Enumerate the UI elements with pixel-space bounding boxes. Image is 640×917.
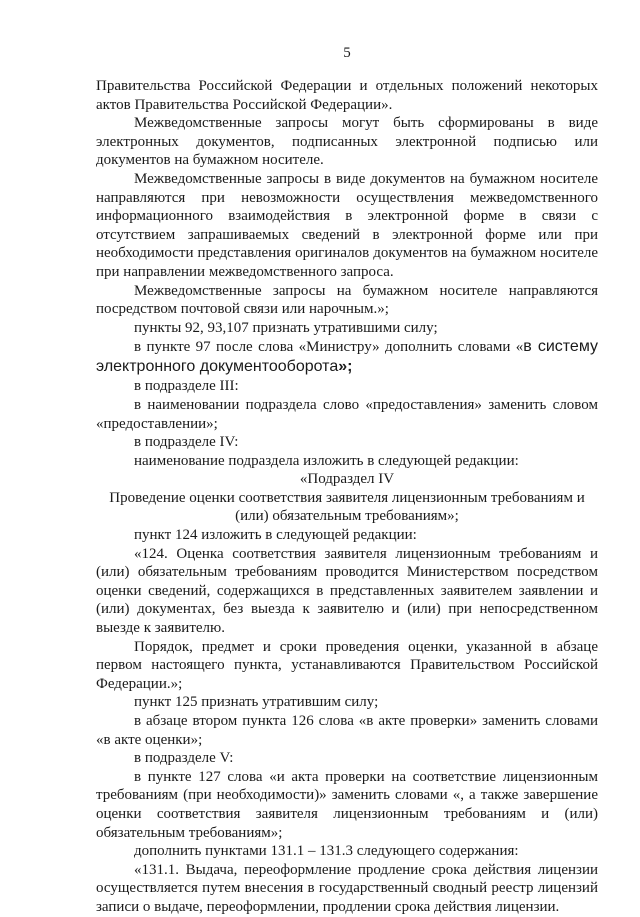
paragraph-amendment-97 [96, 337, 598, 377]
subsection-title: Проведение оценки соответствия заявителя лицензионным требованиям и (или) обязательным требованиям»; [109, 489, 585, 525]
document-page [96, 0, 599, 915]
inserted-text: в систему электронного документооборота [96, 338, 599, 376]
document-body [96, 77, 598, 917]
paragraph: «124. Оценка соответствия заявителя лицензионным требованиям и (или) обязательным требованиям проводится Министерством посредством оценки сведений, содержащихся в представленных заявителем заявлении и (или) документах, без выезда к заявителю и (или) при непосредственном выезде к заявителю. [96, 545, 598, 637]
paragraph: пункт 125 признать утратившим силу; [134, 694, 379, 711]
paragraph: Межведомственные запросы могут быть сформированы в виде электронных документов, подписанных электронной подписью или документов на бумажном носителе. [96, 115, 598, 169]
paragraph: в наименовании подраздела слово «предоставления» заменить словом «предоставлении»; [96, 396, 598, 432]
paragraph: «131.1. Выдача, переоформление продление срока действия лицензии осуществляется путем внесения в государственный сводный реестр лицензий записи о выдаче, переоформлении, продлении срока действия лицензии. [96, 861, 598, 915]
paragraph: дополнить пунктами 131.1 – 131.3 следующего содержания: [134, 843, 519, 860]
paragraph: в пункте 127 слова «и акта проверки на соответствие лицензионным требованиям (при необходимости)» заменить словами «, а также завершение оценки соответствия заявителя лицензионным требованиям и (или) обязательным требованиям»; [96, 768, 598, 841]
paragraph: пункты 92, 93,107 признать утратившими силу; [134, 319, 438, 336]
page-number: 5 [343, 45, 351, 61]
paragraph: пункт 124 изложить в следующей редакции: [134, 527, 417, 544]
paragraph: Порядок, предмет и сроки проведения оценки, указанной в абзаце первом настоящего пункта, устанавливаются Правительством Российской Федерации.»; [96, 638, 598, 692]
paragraph: в подразделе III: [134, 378, 239, 395]
subsection-heading: «Подраздел IV [299, 471, 395, 488]
paragraph: Межведомственные запросы на бумажном носителе направляются посредством почтовой связи или нарочным.»; [96, 282, 598, 318]
paragraph: в подразделе V: [134, 750, 234, 767]
paragraph-ending: »; [338, 358, 353, 376]
paragraph: в подразделе IV: [134, 434, 239, 451]
paragraph: Межведомственные запросы в виде документов на бумажном носителе направляются при невозможности осуществления межведомственного информационного взаимодействия в электронной форме в связи с отсутствием запрашиваемых сведений в электронной форме или при необходимости представления оригиналов документов на бумажном носителе при направлении межведомственного запроса. [96, 170, 598, 280]
paragraph: наименование подраздела изложить в следующей редакции: [134, 452, 519, 469]
paragraph: в абзаце втором пункта 126 слова «в акте проверки» заменить словами «в акте оценки»; [96, 713, 598, 748]
paragraph-text: в пункте 97 после слова «Министру» дополнить словами « [134, 339, 524, 356]
paragraph: Правительства Российской Федерации и отдельных положений некоторых актов Правительства Российской Федерации». [96, 78, 598, 113]
